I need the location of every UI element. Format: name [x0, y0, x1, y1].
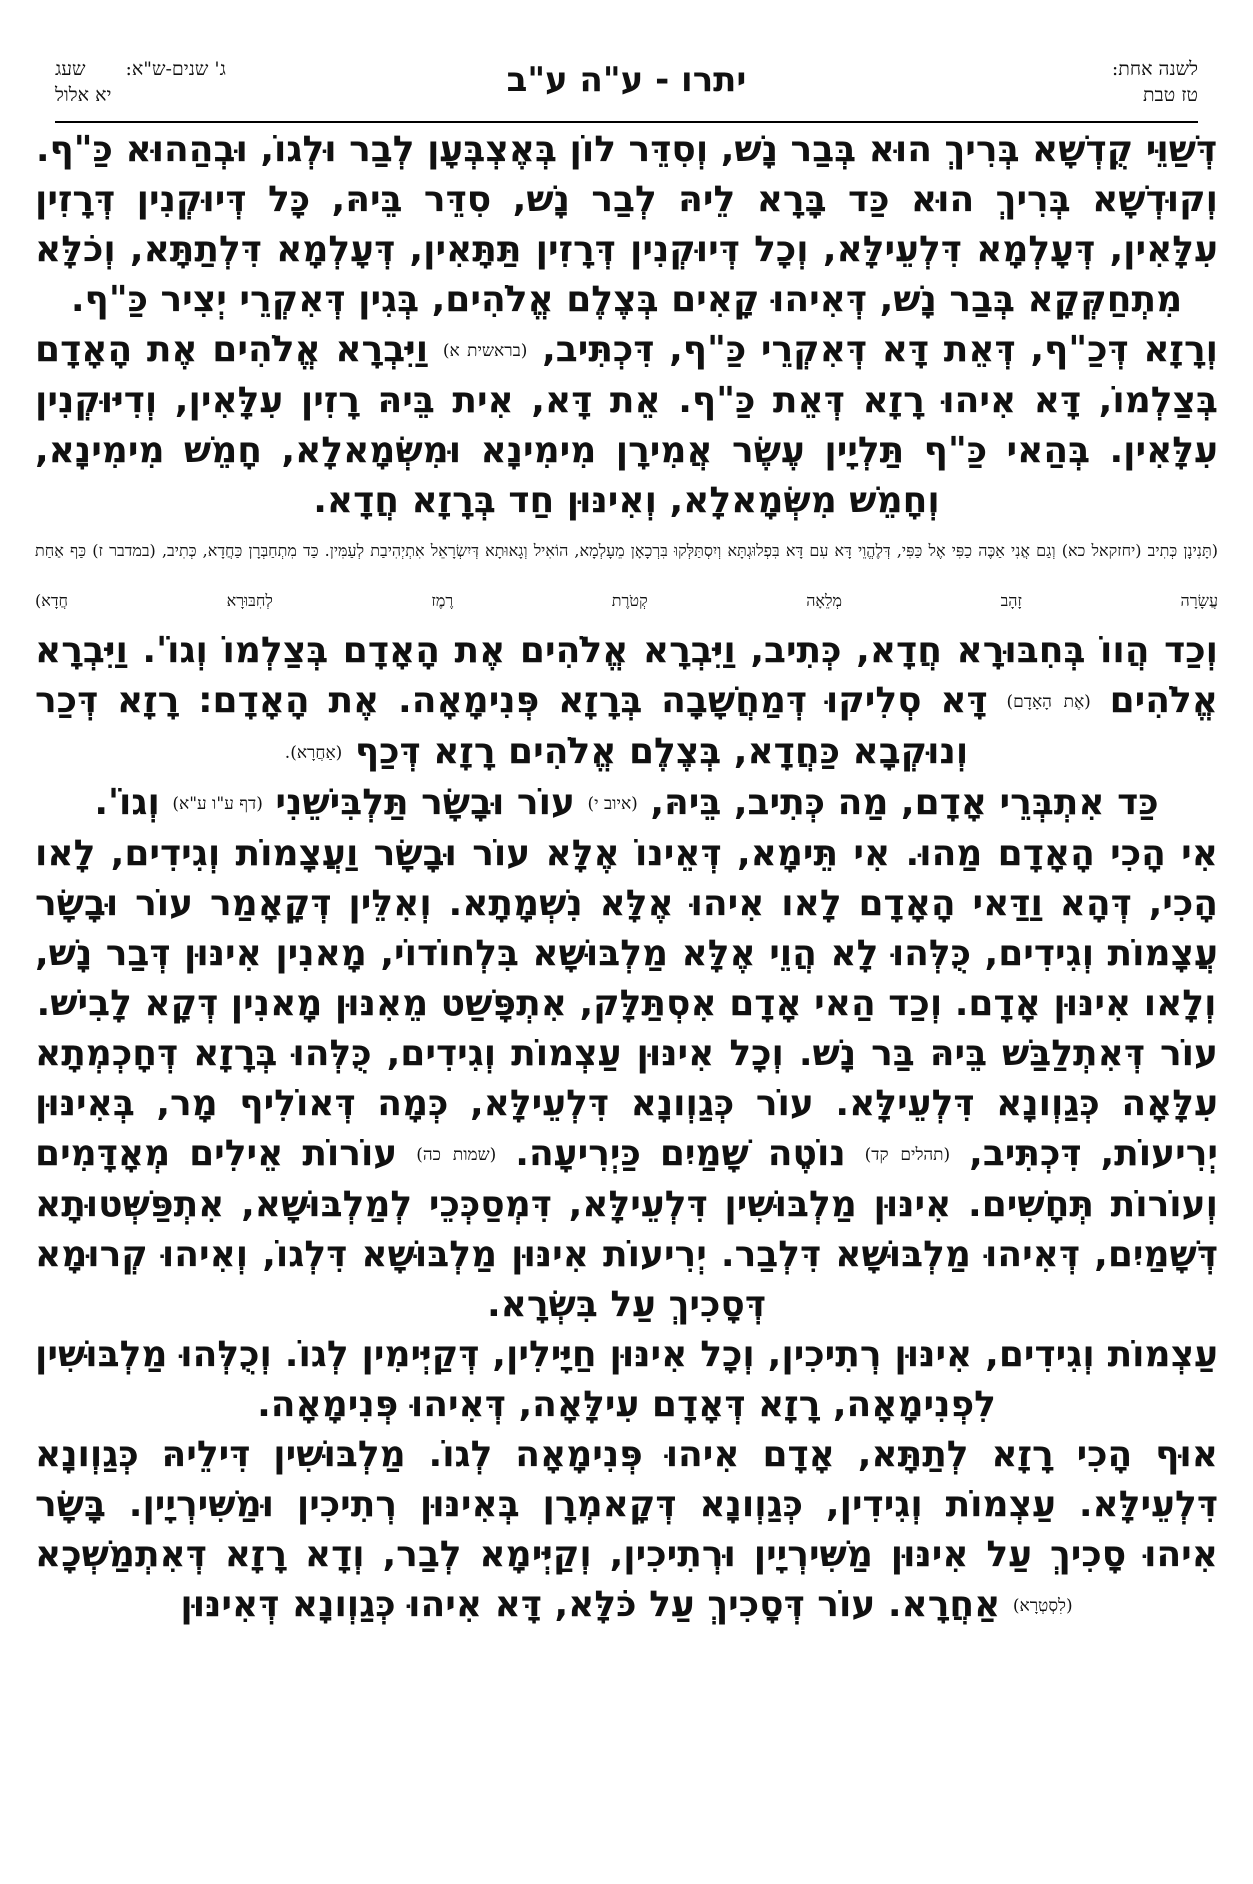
paragraph-text: עוֹר וּבָשָׂר תַּלְבִּישֵׁנִי — [275, 782, 575, 823]
source-reference: (איוב י) — [587, 794, 638, 814]
source-reference: (לִסְטְרָא) — [1012, 1596, 1073, 1616]
paragraph-text: דְּשַׁוֵּי קֻדְשָׁא בְּרִיךְ הוּא בְּבַר נָשׁ, וְסִדֵּר לוֹן בְּאֶצְבְּעָן לְבַר וּלְגוֹ, וּבְהַהוּא כַּ"ף. — [35, 129, 1218, 170]
source-reference: (בראשית א) — [442, 341, 528, 361]
source-reference: (תהלים קד) — [864, 1145, 951, 1165]
source-reference: (אֶת הָאָדָם) — [1006, 692, 1091, 712]
paragraph-text: וְכַד הֲווֹ בְּחִבּוּרָא חֲדָא, כְּתִיב, וַיִּבְרָא אֱלֹהִים אֶת הָאָדָם בְּצַלְמוֹ וְגוֹ'. וַיִּבְרָא אֱלֹהִים — [35, 630, 1218, 721]
paragraph-text: אַחֲרָא. עוֹר דְּסָכִיךְ עַל כֹּלָּא, דָּא אִיהוּ כְּגַוְונָא דְּאִינּוּן — [180, 1584, 1001, 1625]
paragraph — [35, 626, 1218, 778]
paragraph — [35, 526, 1218, 626]
paragraph-text: וְרָזָא דְּכַ"ף, דְּאֵת דָּא דְּאִקְרֵי כַּ"ף, דִּכְתִּיב, — [542, 329, 1218, 370]
source-reference: (אַחֲרָא). — [284, 743, 343, 763]
header-rule — [55, 121, 1198, 123]
source-reference: (שמות כה) — [416, 1145, 497, 1165]
one-year-date: טז טבת — [1142, 84, 1198, 106]
paragraph-text: וְגוֹ'. — [94, 782, 160, 823]
three-year-date: יא אלול — [55, 84, 112, 106]
paragraph-text: אִי הָכִי הָאָדָם מַהוּ. אִי תֵּימָא, דְּאֵינוֹ אֶלָּא עוֹר וּבָשָׂר וַעֲצָמוֹת וְגִידִים, לָאו הָכִי, דְּהָא וַדַּאי הָאָדָם לָאו אִיהוּ אֶלָּא נִשְׁמָתָא. וְאִלֵּין דְּקָאָמַר עוֹר וּבָשָׂר עֲצָמוֹת וְגִידִים, כֻּלְּהוּ לָא הֲוֵי אֶלָּא מַלְבּוּשָׁא בִּלְחוֹדוֹי, מָאנִין אִינּוּן דְּבַר נָשׁ, וְלָאו אִינּוּן אָדָם. וְכַד הַאי אָדָם אִסְתַּלָּק, אִתְפָּשַׁט מֵאִנּוּן מָאנִין דְּקָא לָבִישׁ. — [35, 833, 1218, 1024]
page-number: שעג — [55, 58, 86, 80]
paragraph-text: דָּא סְלִיקוּ דְּמַחֲשָׁבָה בְּרָזָא פְּנִימָאָה. אֶת הָאָדָם: רָזָא דְּכַר וְנוּקְבָא כַּחֲדָא, בְּצֶלֶם אֱלֹהִים רָזָא דְּכַף — [35, 680, 988, 772]
one-year-label: לשנה אחת: — [1111, 58, 1198, 80]
text-body — [35, 125, 1218, 1870]
paragraph-text: נוֹטֶה שָׁמַיִם כַּיְרִיעָה. — [515, 1133, 846, 1174]
paragraph — [35, 829, 1218, 1029]
paragraph-text: עוֹר דְּאִתְלַבַּשׁ בֵּיהּ בַּר נָשׁ. וְכָל אִינּוּן עַצְמוֹת וְגִידִים, כֻּלְּהוּ בְּרָזָא דְּחָכְמְתָא עִלָּאָה כְּגַוְונָא דִּלְעֵילָּא. עוֹר כְּגַוְונָא דִּלְעֵילָּא, כְּמָה דְּאוֹלִיף מָר, בְּאִינּוּן יְרִיעוֹת, דִּכְתִּיב, — [35, 1033, 1218, 1174]
paragraph-text: אוּף הָכִי רָזָא לְתַתָּא, אָדָם אִיהוּ פְּנִימָאָה לְגוֹ. מַלְבּוּשִׁין דִּילֵיהּ כְּגַוְונָא דִּלְעֵילָּא. עַצְמוֹת וְגִידִין, כְּגַוְונָא דְּקָאמְרָן בְּאִינּוּן רְתִיכִין וּמַשִּׁירְיָין. בָּשָׂר אִיהוּ סָכִיךְ עַל אִינּוּן מַשִּׁירְיָין וּרְתִיכִין, וְקַיְּימָא לְבַר, וְדָא רָזָא דְּאִתְמַשְׁכָא — [35, 1434, 1218, 1575]
paragraph — [35, 1430, 1218, 1631]
paragraph-text: (תָּנִינָן כְּתִיב (יחזקאל כא) וְגַם אֲנִי אַכֶּה כַפִּי אֶל כַּפִּי, דְּלֶהֱוֵי דָּא עִם דָּא בִּפְלוּגְתָּא וְיִסְתַּלְּקוּ בִּרְכָאָן מֵעָלְמָא, הוֹאִיל וְגָאוּתָא דְּיִשְׂרָאֵל אִתְיְהִיבַת לְעַמִּין. כַּד מִתְחַבְּרָן כַּחֲדָא, כְּתִיב, (במדבר ז) כַּף אַחַת עֲשָׂרָה זָהָב מְלֵאָה קְטֹרֶת רֶמֶז לְחִבּוּרָא חֲדָא) — [35, 541, 1218, 610]
paragraph-text: עוֹרוֹת אֵילִים מְאָדָּמִים וְעוֹרוֹת תְּחָשִׁים. אִינּוּן מַלְבּוּשִׁין דִּלְעֵילָּא, דִּמְסַכְּכֵי לְמַלְבּוּשָׁא, אִתְפַּשְּׁטוּתָא דְּשָׁמַיִם, דְּאִיהוּ מַלְבּוּשָׁא דִּלְבַר. יְרִיעוֹת אִינּוּן מַלְבּוּשָׁא דִּלְגוֹ, וְאִיהוּ קְרוּמָא דְּסָכִיךְ עַל בִּשְׂרָא. — [35, 1133, 1218, 1325]
paragraph — [35, 325, 1218, 526]
page-header — [55, 50, 1198, 120]
paragraph — [35, 1330, 1218, 1430]
paragraph — [35, 778, 1218, 829]
paragraph — [35, 1029, 1218, 1330]
paragraph — [35, 175, 1218, 325]
paragraph-text: כַּד אִתְבְּרֵי אָדָם, מַה כְּתִיב, בֵּיהּ, — [650, 782, 1159, 823]
paragraph — [35, 125, 1218, 175]
header-left — [55, 56, 226, 108]
paragraph-text: וַיִּבְרָא אֱלֹהִים אֶת הָאָדָם בְּצַלְמוֹ, דָּא אִיהוּ רָזָא דְּאֵת כַּ"ף. אֵת דָּא, אִית בֵּיהּ רָזִין עִלָּאִין, וְדִיּוּקְנִין עִלָּאִין. בְּהַאי כַּ"ף תַּלְיָין עֶשֶׂר אֲמִירָן מִימִינָא וּמִשְּׂמָאלָא, חָמֵשׁ מִימִינָא, וְחָמֵשׁ מִשְּׂמָאלָא, וְאִינּוּן חַד בְּרָזָא חֲדָא. — [35, 329, 1218, 521]
paragraph-text: וְקוּדְשָׁא בְּרִיךְ הוּא כַּד בָּרָא לֵיהּ לְבַר נָשׁ, סִדֵּר בֵּיהּ, כָּל דְּיוּקְנִין דְּרָזִין עִלָּאִין, דְּעָלְמָא דִּלְעֵילָּא, וְכָל דְּיוּקְנִין דְּרָזִין תַּתָּאִין, דְּעָלְמָא דִּלְתַתָּא, וְכֹלָּא מִתְחַקְּקָא בְּבַר נָשׁ, דְּאִיהוּ קָאִים בְּצֶלֶם אֱלֹהִים, בְּגִין דְּאִקְרֵי יְצִיר כַּ"ף. — [35, 179, 1218, 320]
source-reference: (דף ע"ו ע"א) — [172, 794, 263, 814]
three-year-label: ג' שנים-ש"א: — [125, 58, 226, 80]
page-title: יתרו - ע"ה ע"ב — [506, 60, 747, 100]
paragraph-text: עַצְמוֹת וְגִידִים, אִינּוּן רְתִיכִין, וְכָל אִינּוּן חַיָּילִין, דְּקַיְּימִין לְגוֹ. וְכֻלְּהוּ מַלְבּוּשִׁין לִפְנִימָאָה, רָזָא דְּאָדָם עִילָּאָה, דְּאִיהוּ פְּנִימָאָה. — [35, 1334, 1218, 1425]
